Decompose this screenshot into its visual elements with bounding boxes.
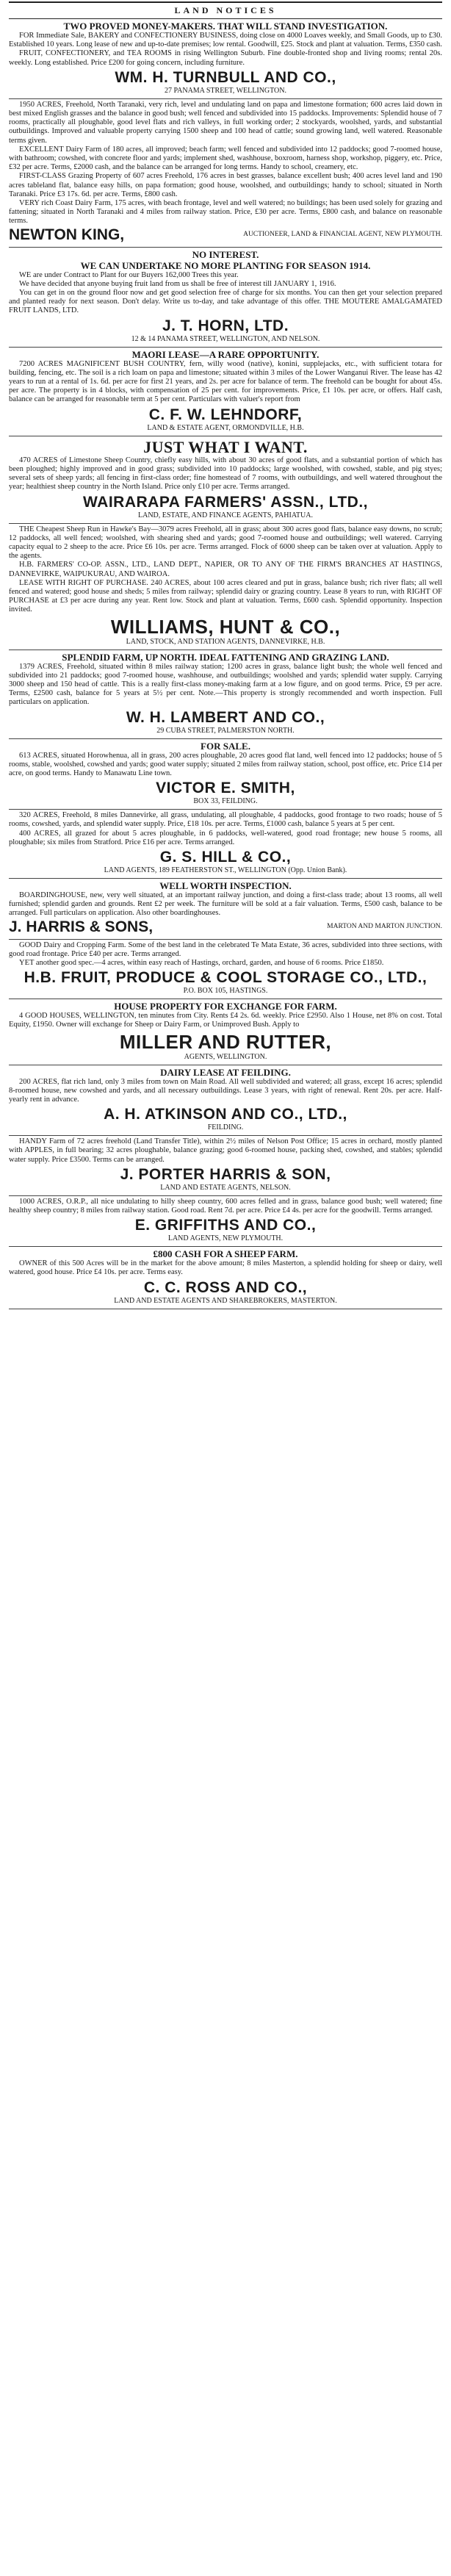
ad-body-text: FRUIT, CONFECTIONERY, and TEA ROOMS in rising Wellington Suburb. Fine double-fronted shop and living rooms; rental 20s. weekly. Long established. Price £200 for going concern, including furniture. xyxy=(9,49,442,67)
advertisement xyxy=(9,248,442,348)
ad-body-text: We have decided that anyone buying fruit land from us shall be free of interest till JANUARY 1, 1916. xyxy=(19,279,336,288)
ad-body-text: You can get in on the ground floor now and get good selection free of charge for six months. You can then get your selection prepared and planted ready for next season. Don't delay. Write us to-day, and take advantage of this offer. THE MOUTERE AMALGAMATED FRUIT LANDS, LTD. xyxy=(9,289,442,315)
advertiser-address: AGENTS, WELLINGTON. xyxy=(184,1052,267,1061)
ad-body-text: H.B. FARMERS' CO-OP. ASSN., LTD., LAND DEPT., NAPIER, OR TO ANY OF THE FIRM'S BRANCHES AT HASTINGS, DANNEVIRKE, WAIPUKURAU, AND WAIROA. xyxy=(9,561,442,578)
advertiser-address: LAND AGENTS, 189 FEATHERSTON ST., WELLINGTON (Opp. Union Bank). xyxy=(104,866,347,874)
advertisement xyxy=(9,1136,442,1196)
advertiser-name: C. C. ROSS AND CO., xyxy=(143,1278,308,1296)
ad-heading: NO INTEREST. xyxy=(192,248,259,260)
ad-body-text: 320 ACRES, Freehold, 8 miles Dannevirke, all grass, undulating, all ploughable, 4 paddocks, good frontage to two roads; house of 5 rooms, cowshed, yards, and splendid water supply. Price, £18 10s. per acre. Terms, £1000 cash, balance 5 years at 5 per cent. xyxy=(9,811,442,829)
ad-body-text: 1379 ACRES, Freehold, situated within 8 miles railway station; 1200 acres in grass, balance light bush; the whole well fenced and subdivided into 21 paddocks; good 7-roomed house, washhouse, and outbuildings; woolshed and yards; splendid water supply. Carrying 3000 sheep and 150 head of cattle. This is a really first-class money-making farm at a low figure, and on good terms. Price, £9 per acre. Terms, £2500 cash, balance for 5 years at 5½ per cent. Note.—This property is strongly recommended and worth inspection. Full particulars on application. xyxy=(9,662,442,707)
ad-heading: WELL WORTH INSPECTION. xyxy=(159,879,292,891)
ad-body-text: 4 GOOD HOUSES, WELLINGTON, ten minutes from City. Rents £4 2s. 6d. weekly. Price £2950. Also 1 House, net 8% on cost. Total Equity, £1950. Owner will exchange for Sheep or Dairy Farm, or Unimproved Bush. Apply to xyxy=(9,1012,442,1029)
advertisement xyxy=(9,810,442,879)
advertiser-address: LAND, ESTATE, AND FINANCE AGENTS, PAHIATUA. xyxy=(137,511,313,519)
advertiser-address: MARTON AND MARTON JUNCTION. xyxy=(327,923,442,931)
ad-heading: JUST WHAT I WANT. xyxy=(143,437,308,456)
advertiser-name: NEWTON KING, xyxy=(9,226,125,243)
ad-body-text: 613 ACRES, situated Horowhenua, all in grass, 200 acres ploughable, 20 acres good flat land, well fenced into 12 paddocks; house of 5 rooms, stable, woolshed, cowshed and yards; good water supply; situated 2 miles from railway station, school, post office, etc. Price £14 per acre, on good terms. Handy to Manawatu Line town. xyxy=(9,751,442,777)
ad-body-text: LEASE WITH RIGHT OF PURCHASE. 240 ACRES, about 100 acres cleared and put in grass, balance bush; rich river flats; all well fenced and watered; good house and sheds; 5 miles from railway; splendid dairy or grazing country. Lease 8 years to run, with RIGHT OF PURCHASE at £3 per acre during any year. Rent low. Stock and plant at valuation. Terms, £600 cash. Splendid opportunity. Inspection invited. xyxy=(9,578,442,614)
advertisement xyxy=(9,739,442,810)
ads-list xyxy=(9,19,442,1309)
advertiser-name: WAIRARAPA FARMERS' ASSN., LTD., xyxy=(83,493,368,511)
advertisement xyxy=(9,940,442,1000)
ad-body-text: YET another good spec.—4 acres, within easy reach of Hastings, orchard, garden, and house of 6 rooms. Price £1850. xyxy=(19,958,384,967)
advertiser-address: LAND AND ESTATE AGENTS, NELSON. xyxy=(160,1183,291,1192)
ad-heading: £800 CASH FOR A SHEEP FARM. xyxy=(153,1248,298,1260)
advertiser-name: WM. H. TURNBULL AND CO., xyxy=(115,68,336,86)
ad-body-text: 400 ACRES, all grazed for about 5 acres ploughable, in 6 paddocks, well-watered, good road frontage; new house 5 rooms, all ploughable; six miles from Stratford. Price £16 per acre. Terms arranged. xyxy=(9,829,442,846)
ad-heading: MAORI LEASE—A RARE OPPORTUNITY. xyxy=(131,348,320,360)
advertiser-name: WILLIAMS, HUNT & CO., xyxy=(110,615,341,638)
ad-heading: DAIRY LEASE AT FEILDING. xyxy=(160,1066,291,1078)
advertiser-name: J. PORTER HARRIS & SON, xyxy=(120,1165,331,1183)
advertisement xyxy=(9,19,442,99)
ad-body-text: 1950 ACRES, Freehold, North Taranaki, very rich, level and undulating land on papa and limestone formation; 600 acres laid down in best mixed English grasses and the balance in good bush; well fenced and subdivided into 15 paddocks. Improvements: Splendid house of 7 rooms, practically all ploughable, good level flats and rich valleys, in full working order; 2 stockyards, woolshed, yards, and substantial outbuildings. Improved and valuable property carrying 1500 sheep and 100 head of cattle; sound growing land, well watered. Reasonable terms given. xyxy=(9,100,442,145)
advertiser-name: J. T. HORN, LTD. xyxy=(162,317,289,334)
advertiser-address: 27 PANAMA STREET, WELLINGTON. xyxy=(164,86,287,95)
advertiser-address: 29 CUBA STREET, PALMERSTON NORTH. xyxy=(156,726,295,735)
advertiser-name: J. HARRIS & SONS, xyxy=(9,918,154,935)
advertisement xyxy=(9,999,442,1065)
ad-body-text: OWNER of this 500 Acres will be in the market for the above amount; 8 miles Masterton, a splendid holding for sheep or dairy, well watered, good house. Price £4 10s. per acre. Terms easy. xyxy=(9,1259,442,1277)
advertiser-address-row xyxy=(9,226,442,244)
ad-body-text: GOOD Dairy and Cropping Farm. Some of the best land in the celebrated Te Mata Estate, 36 acres, subdivided into three sections, with good road frontage. Price £40 per acre. Terms arranged. xyxy=(9,940,442,958)
advertisement xyxy=(9,650,442,739)
advertisement xyxy=(9,1247,442,1309)
ad-heading: WE CAN UNDERTAKE NO MORE PLANTING FOR SEASON 1914. xyxy=(80,259,371,271)
advertiser-address: BOX 33, FEILDING. xyxy=(193,797,258,806)
section-header: LAND NOTICES xyxy=(9,1,442,19)
advertisement xyxy=(9,1196,442,1247)
ad-body-text: FIRST-CLASS Grazing Property of 607 acres Freehold, 176 acres in best grasses, balance excellent bush; 400 acres level land and 190 acres tableland flat, balance easy hills, on papa formation; good house, woolshed, and outbuildings; handy to school; situated in North Taranaki. Price £3 17s. 6d. per acre. Terms, £800 cash. xyxy=(9,172,442,198)
advertiser-name: MILLER AND RUTTER, xyxy=(119,1030,332,1053)
advertiser-address: LAND, STOCK, AND STATION AGENTS, DANNEVIRKE, H.B. xyxy=(126,637,325,646)
advertiser-address: LAND & ESTATE AGENT, ORMONDVILLE, H.B. xyxy=(147,423,304,432)
ad-body-text: VERY rich Coast Dairy Farm, 175 acres, with beach frontage, level and well watered; no buildings; has been used solely for grazing and fattening; situated in North Taranaki and 4 miles from railway station. Price, £30 per acre. Terms, £800 cash, and balance on reasonable terms. xyxy=(9,199,442,226)
advertisement xyxy=(9,99,442,248)
ad-body-text: FOR Immediate Sale, BAKERY and CONFECTIONERY BUSINESS, doing close on 4000 Loaves weekly, and Small Goods, up to £30. Established 10 years. Long lease of new and up-to-date premises; low rental. Goodwill, £25. Stock and plant at valuation. Terms, £350 cash. xyxy=(9,32,442,49)
advertiser-address: LAND AND ESTATE AGENTS AND SHAREBROKERS, MASTERTON. xyxy=(114,1296,337,1305)
ad-body-text: 1000 ACRES, O.R.P., all nice undulating to hilly sheep country, 600 acres felled and in grass, balance good bush; well watered; fine healthy sheep country; 8 miles from railway station. Good road. Rent 7d. per acre. Price £4 4s. per acre for the goodwill. Terms arranged. xyxy=(9,1197,442,1215)
advertiser-name: W. H. LAMBERT AND CO., xyxy=(126,708,325,726)
advertiser-address: P.O. BOX 105, HASTINGS. xyxy=(183,987,268,996)
ad-body-text: 470 ACRES of Limestone Sheep Country, chiefly easy hills, with about 30 acres of good flats, and a substantial portion of which has been ploughed; highly improved and in good grass; subdivided into 10 paddocks; large woolshed, with cowshed, stable, and pig styes; several sets of sheep yards; all fencing in first-class order; fine homestead of 7 rooms, with outbuildings, and well watered throughout the year; healthiest sheep country in the North Island. Price only £10 per acre. Terms arranged. xyxy=(9,456,442,492)
advertiser-name: C. F. W. LEHNDORF, xyxy=(148,406,303,423)
land-notices-column xyxy=(9,0,442,2576)
ad-heading: HOUSE PROPERTY FOR EXCHANGE FOR FARM. xyxy=(114,1001,337,1012)
advertiser-name: A. H. ATKINSON AND CO., LTD., xyxy=(104,1106,347,1123)
advertiser-name: E. GRIFFITHS AND CO., xyxy=(134,1217,317,1234)
advertisement xyxy=(9,879,442,940)
advertiser-address: LAND AGENTS, NEW PLYMOUTH. xyxy=(167,1234,284,1243)
ad-body-text: BOARDINGHOUSE, new, very well situated, at an important railway junction, and doing a first-class trade; about 13 rooms, all well furnished; splendid garden and grounds. Rent £2 per week. The furniture will be sold at a fair valuation. Terms, £500 cash, balance to be arranged. Full particulars on application. Also other boardinghouses. xyxy=(9,891,442,918)
advertiser-name: VICTOR E. SMITH, xyxy=(156,780,295,797)
advertiser-address: 12 & 14 PANAMA STREET, WELLINGTON, AND NELSON. xyxy=(131,334,320,343)
advertisement xyxy=(9,524,442,650)
ad-body-text: EXCELLENT Dairy Farm of 180 acres, all improved; beach farm; well fenced and subdivided into 12 paddocks; good 7-roomed house, with bathroom; cowshed, with concrete floor and yards; implement shed, washhouse, boxroom, harness shop, workshop, piggery, etc. Price, £32 per acre. Terms, £2000 cash, and the balance can be arranged for long terms. Handy to school, creamery, etc. xyxy=(9,145,442,172)
ad-body-text: 7200 ACRES MAGNIFICENT BUSH COUNTRY, fern, willy wood (native), konini, supplejacks, etc., with sufficient totara for building, fencing, etc. The soil is a rich loam on papa and limestone; situated within 3 miles of the Lower Wanganui River. The lease has 42 years to run at a rental of 1s. 6d. per acre for first 21 years, and 2s. per acre for balance of term. The freehold can be bought for about 45s. per acre. The property is in 4 blocks, with compensation of 25 per cent. for improvements. Price, £1 10s. per acre, or offers. Half cash, balance can be arranged for reasonable term at 5 per cent. Particulars with valuer's report from xyxy=(9,359,442,404)
ad-heading: FOR SALE. xyxy=(201,740,250,752)
advertisement xyxy=(9,348,442,436)
advertiser-name: G. S. HILL & CO., xyxy=(159,848,292,866)
ad-body-text: THE Cheapest Sheep Run in Hawke's Bay—3079 acres Freehold, all in grass; about 300 acres good flats, balance easy downs, no scrub; 12 paddocks, all well fenced; woolshed, with shearing shed and yards; good 7-roomed house and outbuildings; well watered. Carrying capacity equal to 2 sheep to the acre. Price £6 10s. per acre. Terms arranged. Flock of 6000 sheep can be taken over at valuation. Apply to the agents. xyxy=(9,525,442,561)
advertiser-address-row xyxy=(9,918,442,936)
ad-heading: TWO PROVED MONEY-MAKERS. THAT WILL STAND INVESTIGATION. xyxy=(63,21,388,32)
advertisement xyxy=(9,436,442,524)
ad-body-text: WE are under Contract to Plant for our Buyers 162,000 Trees this year. xyxy=(19,270,239,279)
ad-body-text: 200 ACRES, flat rich land, only 3 miles from town on Main Road. All well subdivided and watered; all grass, except 16 acres; splendid 8-roomed house, new cowshed and yards, and all necessary outbuildings. Lease 3 years, with right of renewal. Rent 20s. per acre. Half-yearly rent in advance. xyxy=(9,1077,442,1104)
advertiser-name: H.B. FRUIT, PRODUCE & COOL STORAGE CO., LTD., xyxy=(24,969,427,987)
ad-body-text: HANDY Farm of 72 acres freehold (Land Transfer Title), within 2½ miles of Nelson Post Office; 15 acres in orchard, mostly planted with APPLES, in full bearing; 32 acres ploughable, balance grazing; good 6-roomed house, packing shed, cowshed, and stables; splendid water supply. Price £3500. Terms can be arranged. xyxy=(9,1137,442,1164)
advertiser-address: FEILDING. xyxy=(207,1123,244,1132)
advertisement xyxy=(9,1065,442,1137)
advertiser-address: AUCTIONEER, LAND & FINANCIAL AGENT, NEW PLYMOUTH. xyxy=(243,231,442,239)
ad-heading: SPLENDID FARM, UP NORTH. IDEAL FATTENING AND GRAZING LAND. xyxy=(62,651,389,663)
